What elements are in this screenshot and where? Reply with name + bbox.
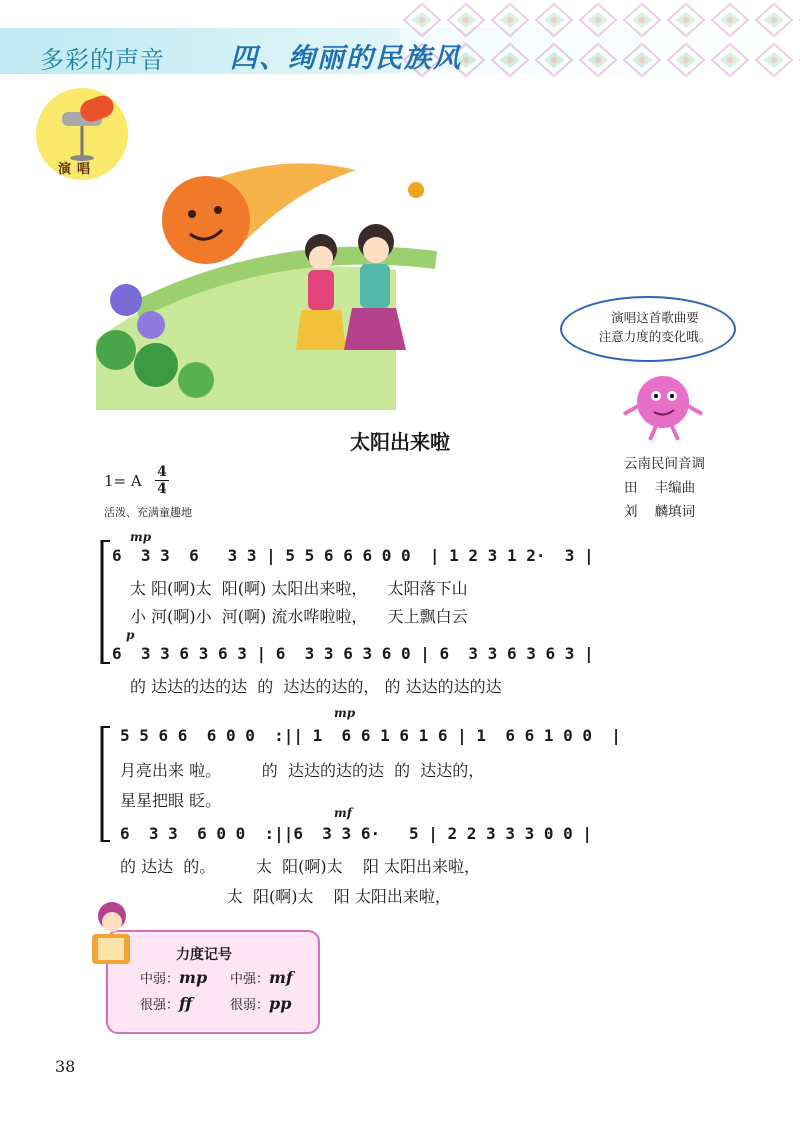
note-mascot — [618, 362, 708, 442]
legend-mp-symbol: mp — [179, 968, 208, 987]
credits — [624, 452, 705, 524]
dynamics-legend-title: 力度记号 — [176, 947, 232, 963]
credit-arranger: 田 丰编曲 — [624, 480, 696, 496]
dynamic-mp: mp — [130, 530, 152, 544]
legend-mp-label: 中弱： — [140, 972, 180, 987]
badge-label: 演唱 — [58, 162, 97, 177]
key-signature: 1= A — [104, 472, 142, 490]
legend-mf-symbol: mf — [269, 968, 293, 987]
speech-bubble-text — [580, 308, 730, 346]
system2-lyric-1: 月亮出来 啦。 的 达达的达的达 的 达达的， — [120, 761, 485, 780]
legend-mf — [230, 968, 293, 987]
system1-lyric-3: 的 达达的达的达 的 达达的达的， 的 达达的达的达 — [130, 677, 502, 696]
tempo-marking: 活泼、充满童趣地 — [104, 506, 192, 519]
dynamic-p: p — [126, 628, 135, 642]
dynamic-mf: mf — [334, 806, 352, 820]
system2-voice1-notes: 5 5 6 6 6 0 0 :|| 1 6 6 1 6 1 6 | 1 6 6 1 0 0 | — [120, 726, 621, 745]
sun-and-girls-illustration — [96, 150, 456, 410]
legend-ff-label: 很强： — [140, 998, 180, 1013]
time-signature — [155, 464, 169, 497]
chapter-title: 四、绚丽的民族风 — [230, 43, 462, 74]
system1-lyric-2: 小 河(啊)小 河(啊) 流水哗啦啦， 天上飘白云 — [130, 607, 468, 626]
credit-origin: 云南民间音调 — [624, 456, 705, 472]
system-brace-1 — [98, 540, 110, 664]
credit-lyricist: 刘 麟填词 — [624, 504, 696, 520]
system1-lyric-1: 太 阳(啊)太 阳(啊) 太阳出来啦， 太阳落下山 — [130, 579, 468, 598]
bubble-line-1: 演唱这首歌曲要 — [611, 310, 699, 325]
system1-voice2-notes: 6 3 3 6 3 6 3 | 6 3 3 6 3 6 0 | 6 3 3 6 3 6 3 | — [112, 644, 594, 663]
legend-pp — [230, 994, 291, 1013]
reading-girl-icon — [86, 898, 136, 968]
meter-bottom: 4 — [157, 481, 167, 497]
page-number: 38 — [55, 1057, 76, 1076]
bird — [408, 182, 424, 198]
legend-pp-symbol: pp — [269, 994, 292, 1013]
legend-mf-label: 中强： — [230, 972, 270, 987]
legend-pp-label: 很弱： — [230, 998, 270, 1013]
legend-mp — [140, 968, 207, 987]
system2-voice2-notes: 6 3 3 6 0 0 :||6 3 3 6· 5 | 2 2 3 3 3 0 0 | — [120, 824, 593, 843]
system2-lyric-3: 的 达达 的。 太 阳(啊)太 阳 太阳出来啦， — [120, 857, 481, 876]
system2-lyric-2: 星星把眼 眨。 — [120, 791, 222, 810]
system1-voice1-notes: 6 3 3 6 3 3 | 5 5 6 6 6 0 0 | 1 2 3 1 2· 3 | — [112, 546, 594, 565]
legend-ff-symbol: ff — [179, 994, 193, 1013]
system-brace-2 — [98, 726, 110, 842]
meter-top: 4 — [157, 464, 167, 480]
section-title: 多彩的声音 — [40, 46, 165, 74]
legend-ff — [140, 994, 192, 1013]
song-title: 太阳出来啦 — [350, 430, 450, 454]
system2-lyric-4: 太 阳(啊)太 阳 太阳出来啦， — [120, 887, 451, 906]
bubble-line-2: 注意力度的变化哦。 — [598, 329, 712, 344]
dynamic-mp-2: mp — [334, 706, 356, 720]
